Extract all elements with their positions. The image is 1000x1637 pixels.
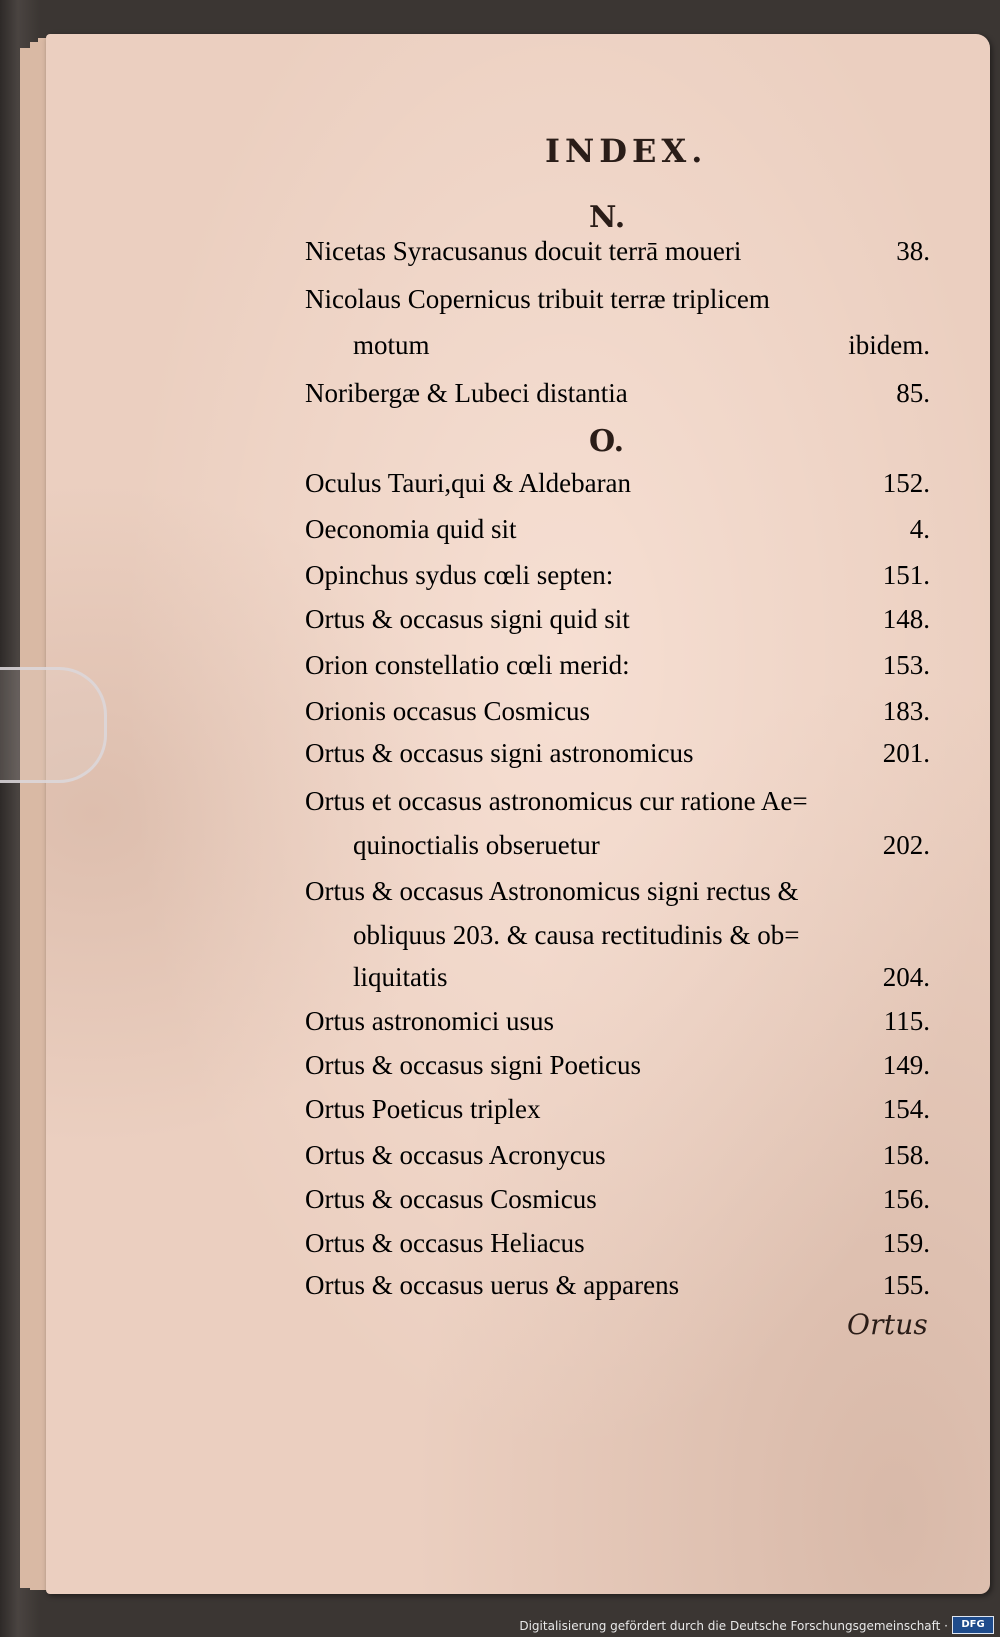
entry-page: 201. [882,738,930,768]
entry-term: Ortus & occasus Heliacus [305,1228,585,1258]
entry-term: Orion constellatio cœli merid: [305,650,630,680]
entry-term: liquitatis [353,962,448,992]
index-entry [305,604,930,644]
entry-page: 155. [882,1270,930,1300]
index-entry [305,1050,930,1090]
entry-term: Oeconomia quid sit [305,514,517,544]
index-entry [305,650,930,690]
section-letter-o: O. [589,424,625,459]
entry-term: Opinchus sydus cœli septen: [305,560,614,590]
index-entry [305,962,930,1002]
index-entry [305,1228,930,1268]
section-letter-n: N. [589,200,626,235]
entry-term: Ortus Poeticus triplex [305,1094,541,1124]
index-entry [305,1184,930,1224]
entry-page: 148. [882,604,930,634]
entry-term: Orionis occasus Cosmicus [305,696,590,726]
entry-term: Ortus astronomici usus [305,1006,554,1036]
entry-term: obliquus 203. & causa rectitudinis & ob= [353,920,800,950]
entry-term: Ortus & occasus uerus & apparens [305,1270,680,1300]
index-entry [305,1270,930,1310]
entry-page: 202. [882,830,930,860]
entry-page: 158. [882,1140,930,1170]
index-entry [305,1140,930,1180]
index-entry [305,920,930,960]
entry-term: Ortus & occasus signi Poeticus [305,1050,641,1080]
entry-term: Ortus & occasus Acronycus [305,1140,606,1170]
index-entry [305,560,930,600]
entry-term: Oculus Tauri,qui & Aldebaran [305,468,632,498]
entry-page: 4. [909,514,930,544]
entry-term: Nicolaus Copernicus tribuit terræ triplicem [305,284,770,314]
entry-page: 152. [882,468,930,498]
entry-term: Ortus & occasus signi astronomicus [305,738,694,768]
dfg-logo: DFG [952,1616,994,1634]
entry-term: Noribergæ & Lubeci distantia [305,378,628,408]
catchword: Ortus [847,1308,928,1341]
entry-page: 159. [882,1228,930,1258]
entry-term: Ortus & occasus Astronomicus signi rectus & [305,876,799,906]
index-entry [305,284,930,324]
entry-term: Nicetas Syracusanus docuit terrā moueri [305,236,742,266]
index-entry [305,378,930,418]
running-head: INDEX. [545,132,708,170]
index-entry [305,876,930,916]
entry-page: 151. [882,560,930,590]
index-entry [305,830,930,870]
entry-page: 38. [896,236,930,266]
index-entry [305,330,930,370]
entry-page: 204. [882,962,930,992]
entry-term: motum [353,330,430,360]
index-entry [305,514,930,554]
entry-page: 156. [882,1184,930,1214]
entry-page: 85. [896,378,930,408]
entry-page: 153. [882,650,930,680]
entry-page: ibidem. [848,330,930,360]
index-entry [305,786,930,826]
digitization-credit: Digitalisierung gefördert durch die Deutsche Forschungsgemeinschaft · [519,1619,948,1633]
index-entry [305,1006,930,1046]
entry-term: quinoctialis obseruetur [353,830,600,860]
index-entry [305,738,930,778]
entry-page: 115. [883,1006,930,1036]
entry-term: Ortus et occasus astronomicus cur ratione Ae= [305,786,808,816]
entry-term: Ortus & occasus Cosmicus [305,1184,597,1214]
entry-page: 154. [882,1094,930,1124]
entry-term: Ortus & occasus signi quid sit [305,604,630,634]
index-entry [305,236,930,276]
entry-page: 183. [882,696,930,726]
entry-page: 149. [882,1050,930,1080]
index-entry [305,468,930,508]
index-entry [305,1094,930,1134]
index-entry [305,696,930,736]
clip-holder [0,667,107,783]
